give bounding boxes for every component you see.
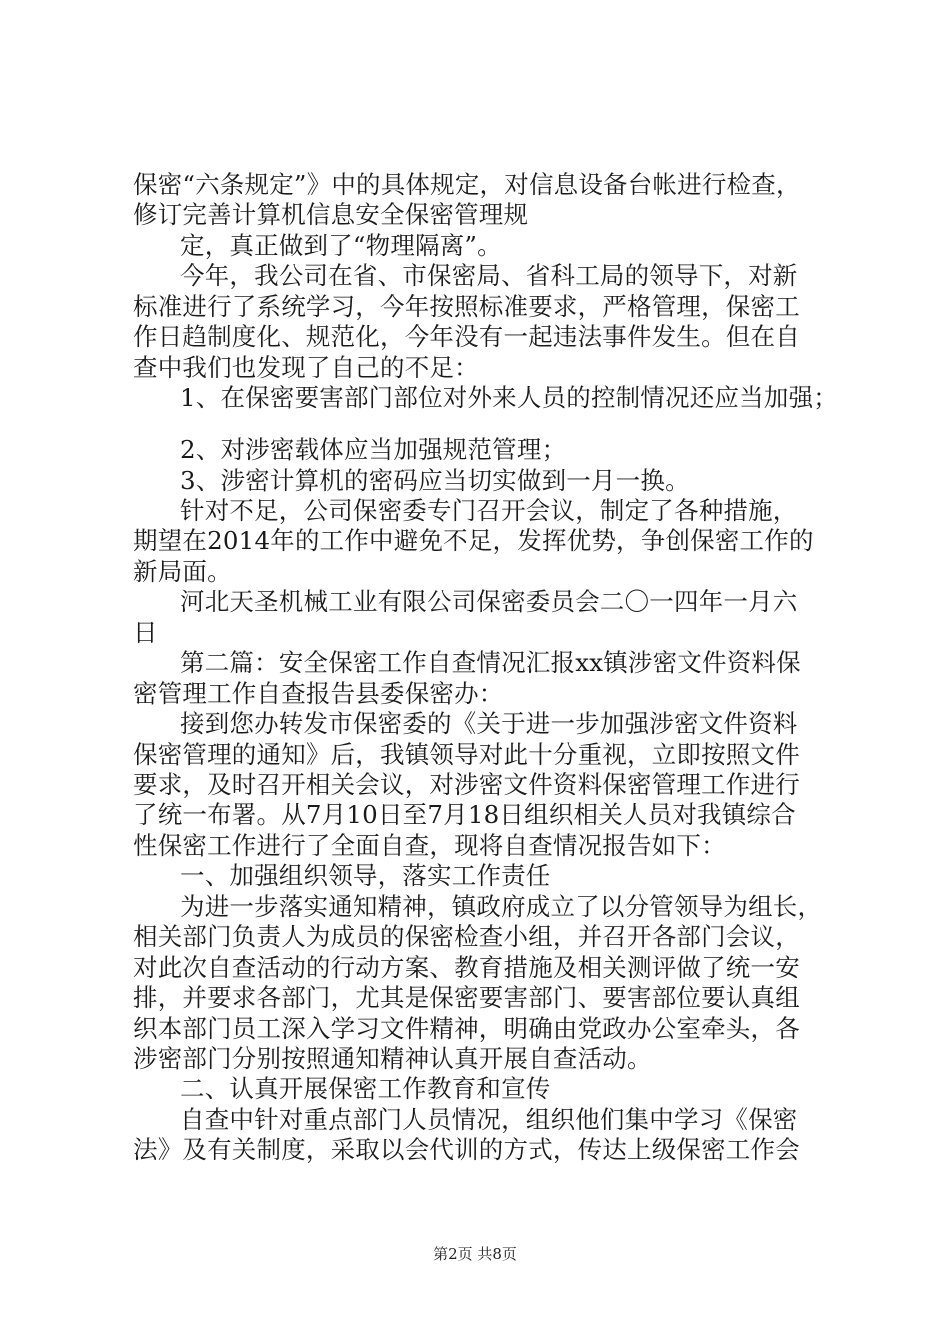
text-line: 要求，及时召开相关会议，对涉密文件资料保密管理工作进行 [133, 770, 800, 799]
text-line: 3、涉密计算机的密码应当切实做到一月一换。 [180, 466, 690, 495]
page-number: 第2页 共8页 [433, 1245, 517, 1263]
text-line: 密管理工作自查报告县委保密办： [133, 679, 504, 708]
section-heading: 二、认真开展保密工作教育和宣传 [180, 1074, 551, 1103]
text-line: 织本部门员工深入学习文件精神，明确由党政办公室牵头，各 [133, 1014, 800, 1043]
text-line: 针对不足，公司保密委专门召开会议，制定了各种措施， [180, 496, 798, 525]
text-line: 法》及有关制度，采取以会代训的方式，传达上级保密工作会 [133, 1135, 800, 1164]
text-line: 保密“六条规定”》中的具体规定，对信息设备台帐进行检查， [133, 170, 801, 199]
text-line: 保密管理的通知》后，我镇领导对此十分重视，立即按照文件 [133, 740, 800, 769]
text-line: 今年，我公司在省、市保密局、省科工局的领导下，对新 [180, 261, 798, 290]
text-line: 期望在2014年的工作中避免不足，发挥优势，争创保密工作的 [133, 526, 814, 555]
text-line: 1、在保密要害部门部位对外来人员的控制情况还应当加强； [180, 383, 838, 412]
text-line: 性保密工作进行了全面自查，现将自查情况报告如下： [133, 831, 726, 860]
text-line: 河北天圣机械工业有限公司保密委员会二〇一四年一月六 [180, 587, 798, 616]
text-line: 自查中针对重点部门人员情况，组织他们集中学习《保密 [180, 1105, 798, 1134]
text-line: 第二篇：安全保密工作自查情况汇报xx镇涉密文件资料保 [180, 648, 801, 677]
text-line: 标准进行了系统学习，今年按照标准要求，严格管理，保密工 [133, 292, 800, 321]
text-line: 接到您办转发市保密委的《关于进一步加强涉密文件资料 [180, 709, 798, 738]
text-line: 作日趋制度化、规范化，今年没有一起违法事件发生。但在自 [133, 322, 800, 351]
text-line: 涉密部门分别按照通知精神认真开展自查活动。 [133, 1044, 652, 1073]
text-line: 查中我们也发现了自己的不足： [133, 353, 479, 382]
text-line: 对此次自查活动的行动方案、教育措施及相关测评做了统一安 [133, 953, 800, 982]
text-line: 相关部门负责人为成员的保密检查小组，并召开各部门会议， [133, 922, 800, 951]
text-line: 定，真正做到了“物理隔离”。 [180, 231, 502, 260]
text-line: 排，并要求各部门，尤其是保密要害部门、要害部位要认真组 [133, 983, 800, 1012]
text-line: 修订完善计算机信息安全保密管理规 [133, 200, 529, 229]
text-line: 了统一布署。从7月10日至7月18日组织相关人员对我镇综合 [133, 800, 796, 829]
text-line: 日 [133, 618, 158, 647]
text-line: 新局面。 [133, 557, 232, 586]
section-heading: 一、加强组织领导，落实工作责任 [180, 861, 551, 890]
text-line: 2、对涉密载体应当加强规范管理； [180, 435, 567, 464]
text-line: 为进一步落实通知精神，镇政府成立了以分管领导为组长， [180, 892, 823, 921]
